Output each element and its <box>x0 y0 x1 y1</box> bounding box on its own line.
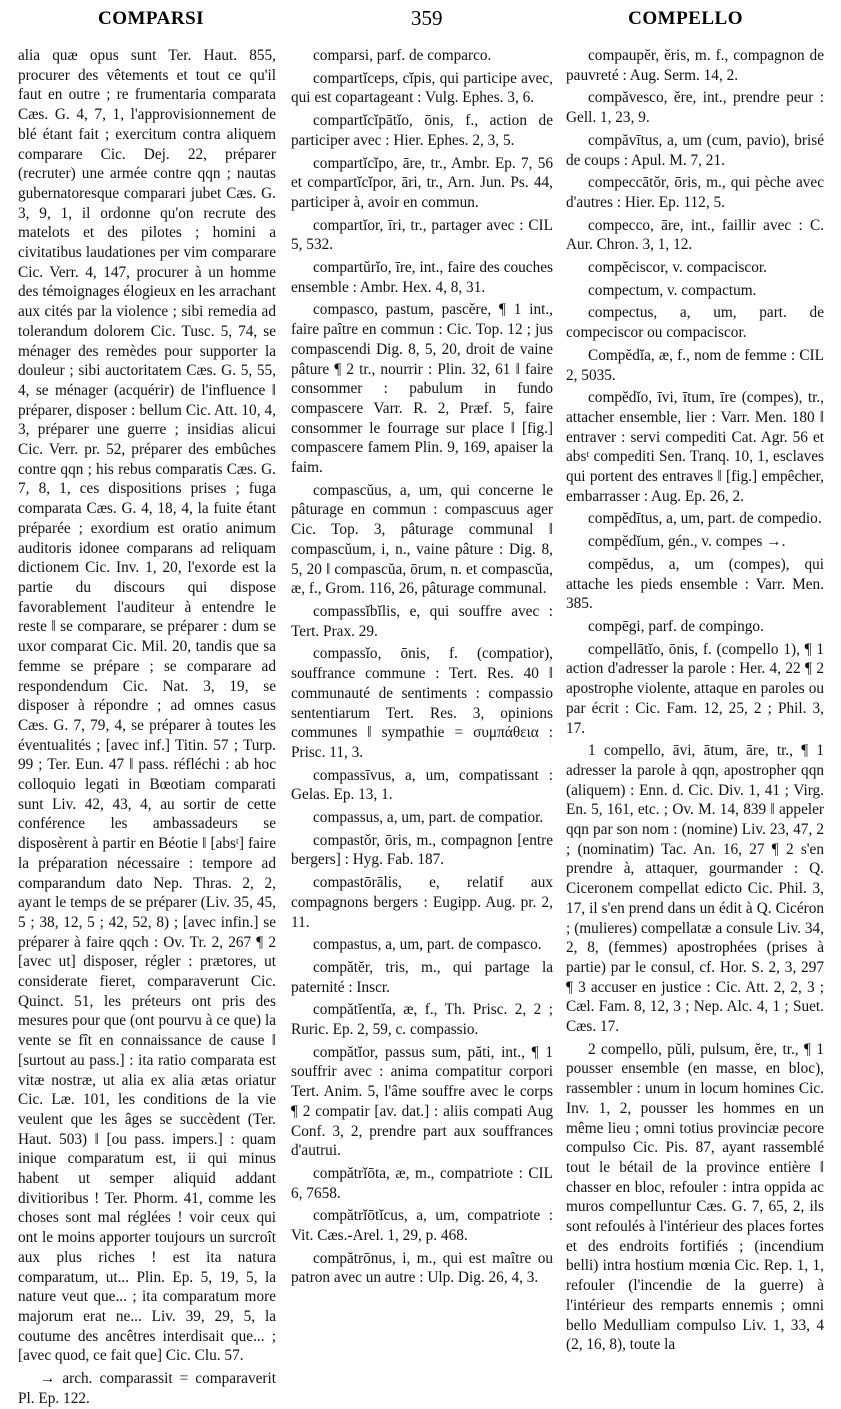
dictionary-entry: 2 compello, pŭli, pulsum, ĕre, tr., ¶ 1 pousser ensemble (en masse, en bloc), rassembler : unum in locum homines Cic. Inv. 1, 2, pousser les hommes en un même lieu ; omni totius provinciæ pecore compulso Cic. Pis. 87, ayant rassemblé tout le bétail de la province entière ‖ chasser en bloc, refouler : intra oppida ac muros compelluntur Cæs. G. 7, 65, 2, ils sont refoulés à l'intérieur des places fortes et des endroits fortifiés ; (incendium belli) intra hostium mœnia Cic. Rep. 1, 1, refouler (l'incendie de la guerre) à l'intérieur des remparts ennemis ; omni bello Medulliam compulso Liv. 1, 33, 4 (2, 16, 8), toute la <box>566 1040 824 1354</box>
dictionary-entry: compăvesco, ĕre, int., prendre peur : Gell. 1, 23, 9. <box>566 89 824 127</box>
dictionary-entry: compăvītus, a, um (cum, pavio), brisé de coups : Apul. M. 7, 21. <box>566 131 824 169</box>
running-header <box>18 8 823 34</box>
column-middle <box>291 46 553 1342</box>
dictionary-entry: compastus, a, um, part. de compasco. <box>313 936 542 954</box>
dictionary-entry: compĕciscor, v. compaciscor. <box>588 259 767 277</box>
dictionary-entry: comparsi, parf. de comparco. <box>313 47 492 64</box>
header-first-word: COMPARSI <box>98 8 205 29</box>
dictionary-entry: compectum, v. compactum. <box>588 281 757 299</box>
dictionary-entry: compĕdĭo, īvi, ītum, īre (compes), tr., attacher ensemble, lier : Varr. Men. 180 ‖ entraver : servi compediti Cat. Agr. 56 et absᵗ compediti Sen. Tranq. 10, 1, esclaves qui portent des entraves ‖ [fig.] empêcher, embarrasser : Aug. Ep. 26, 2. <box>566 389 824 505</box>
dictionary-entry: compecco, āre, int., faillir avec : C. Aur. Chron. 3, 1, 12. <box>566 216 824 254</box>
dictionary-entry: compătĕr, tris, m., qui partage la paternité : Inscr. <box>291 958 553 996</box>
page-number: 359 <box>411 6 443 30</box>
dictionary-entry: compascŭus, a, um, qui concerne le pâturage en commun : compascuus ager Cic. Top. 3, pâturage communal ‖ compascŭum, i, n., vaine pâture : Dig. 8, 5, 20 ‖ compascŭa, ōrum, n. et compascŭa, æ, f., Grom. 116, 26, pâturage communal. <box>291 481 553 598</box>
dictionary-entry: compartĭor, īri, tr., partager avec : CIL 5, 532. <box>291 216 553 254</box>
dictionary-entry: Compĕdĭa, æ, f., nom de femme : CIL 2, 5035. <box>566 346 824 384</box>
dictionary-entry: compătrĭōta, æ, m., compatriote : CIL 6, 7658. <box>291 1164 553 1202</box>
dictionary-entry: → arch. comparassit = comparaverit Pl. Ep. 122. <box>18 1370 276 1407</box>
dictionary-entry: compassĭo, ōnis, f. (compatior), souffrance commune : Tert. Res. 40 ‖ communauté de sentiments : compassio sententiarum Tert. Res. 3, opinions communes ‖ sympathie = συμπάθεια : Prisc. 11, 3. <box>291 645 553 761</box>
dictionary-entry: compĕdītus, a, um, part. de compedio. <box>588 510 822 528</box>
dictionary-entry: compassus, a, um, part. de compatior. <box>313 809 544 827</box>
dictionary-entry: compeccātŏr, ōris, m., qui pèche avec d'autres : Hier. Ep. 112, 5. <box>566 174 824 211</box>
dictionary-entry: 1 compello, āvi, ātum, āre, tr., ¶ 1 adresser la parole à qqn, apostropher qqn (aliquem) : Enn. d. Cic. Div. 1, 41 ; Virg. En. 5, 161, etc. ; Ov. M. 14, 839 ‖ appeler qqn par son nom : (nomine) Liv. 23, 47, 2 ; (nominatim) Tac. An. 16, 27 ¶ 2 s'en prendre à, attaquer, gourmander : Q. Ciceronem compellat edicto Cic. Phil. 3, 17, il s'en prend dans un édit à Q. Cicéron ; (mulieres) compellatæ a consule Liv. 34, 2, 8, (femmes) apostrophées (prises à partie) par le consul, cf. Hor. S. 2, 3, 297 ¶ 3 accuser en justice : Cic. Att. 2, 2, 3 ; Cæl. Fam. 8, 12, 3 ; Nep. Alc. 4, 1 ; Suet. Cæs. 17. <box>566 742 824 1036</box>
dictionary-entry: compătĭentĭa, æ, f., Th. Prisc. 2, 2 ; Ruric. Ep. 2, 59, c. compassio. <box>291 1001 553 1039</box>
dictionary-entry: compaupĕr, ĕris, m. f., compagnon de pauvreté : Aug. Serm. 14, 2. <box>566 47 824 84</box>
dictionary-entry: compassīvus, a, um, compatissant : Gelas. Ep. 13, 1. <box>291 766 553 804</box>
dictionary-entry: compastŏr, ōris, m., compagnon [entre bergers] : Hyg. Fab. 187. <box>291 831 553 869</box>
dictionary-entry: compartĭcĭpātĭo, ōnis, f., action de participer avec : Hier. Ephes. 2, 3, 5. <box>291 112 553 149</box>
header-last-word: COMPELLO <box>628 8 743 29</box>
dictionary-entry: compartĭcĭpo, āre, tr., Ambr. Ep. 7, 56 et compartĭcĭpor, āri, tr., Arn. Jun. Ps. 44, participer à, avoir en commun. <box>291 154 553 211</box>
dictionary-entry: compătĭor, passus sum, păti, int., ¶ 1 souffrir avec : anima compatitur corpori Tert. Anim. 5, l'âme souffre avec le corps ¶ 2 compatir [av. dat.] : aliis compati Aug Conf. 3, 2, prendre part aux souffrances d'autrui. <box>291 1043 553 1160</box>
dictionary-entry: compătrōnus, i, m., qui est maître ou patron avec un autre : Ulp. Dig. 26, 4, 3. <box>291 1249 553 1287</box>
dictionary-entry: alia quæ opus sunt Ter. Haut. 855, procurer des vêtements et tout ce qu'il faut en outre ; re frumentaria comparata Cæs. G. 4, 7, 1, l'approvisionnement de blé étant fait ; exercitum contra aliquem comparare Cic. Dej. 22, préparer (recruter) une armée contre qqn ; nautas gubernatoresque comparari jubet Cæs. G. 3, 9, 1, il ordonne qu'on recrute des matelots et des pilotes ; homini a civitatibus laudationes per vim comparare Cic. Verr. 4, 147, procurer à un homme des témoignages élogieux en les arrachant aux cités par la violence ; sibi remedia ad tolerandum dolorem Cic. Tusc. 5, 74, se ménager des remèdes pour supporter la douleur ; sibi auctoritatem Cæs. G. 5, 55, 4, se ménager (acquérir) de l'influence ‖ préparer, disposer : bellum Cic. Att. 10, 4, 3, préparer une guerre ; insidias alicui Cic. Verr. pr. 52, préparer des embûches contre qqn ; his rebus comparatis Cæs. G. 7, 8, 1, ces dispositions prises ; fuga comparata Cæs. G. 4, 18, 4, la fuite étant préparée ; exordium est oratio animum auditoris idonee comparans ad reliquam dictionem Cic. Inv. 1, 20, l'exorde est la partie du discours qui dispose favorablement l'auditeur à entendre le reste ‖ se comparare, se préparer : dum se uxor comparat Cic. Mil. 20, tandis que sa femme se prépare ; se comparare ad respondendum Cic. Nat. 3, 19, se disposer à répondre ; ad omnes casus Cæs. G. 7, 79, 4, se préparer à toutes les éventualités ; [avec inf.] Titin. 57 ; Turp. 99 ; Ter. Eun. 47 ‖ pass. réfléchi : ab hoc colloquio legati in Bœotiam comparati sunt Liv. 42, 43, 4, au sortir de cette conférence les ambassadeurs se disposèrent à partir en Béotie ‖ [absᵗ] faire la préparation nécessaire : tempore ad comparandum dato Nep. Thras. 2, 2, ayant le temps de se préparer (Liv. 35, 45, 5 ; 38, 12, 5 ; 42, 52, 8) ; [avec infin.] se préparer à faire qqch : Ov. Tr. 2, 267 ¶ 2 [avec ut] disposer, régler : prætores, ut considerate fieret, comparaverunt Cic. Quinct. 51, les préteurs ont pris des mesures pour que (ont pourvu à ce que) la vente se fît en connaissance de cause ‖ [surtout au pass.] : ita ratio comparata est vitæ nostræ, ut alia ex alia ætas oriatur Cic. Læ. 101, les conditions de la vie veulent que les âges se succèdent (Ter. Haut. 503) ‖ [ou pass. impers.] : quam inique comparatum est, ii qui minus habent ut semper aliquid addant divitioribus ! Ter. Phorm. 41, comme les choses sont mal réglées ! voir ceux qui ont le moins apporter toujours un surcroît aux plus riches ! est ita natura comparatum, ut... Plin. Ep. 5, 19, 5, la nature veut que... ; ita comparatum more majorum erat ne... Liv. 39, 29, 5, la coutume des ancêtres interdisait que... ; [avec quod, ce fait que] Cic. Clu. 57. <box>18 47 276 1365</box>
dictionary-entry: compĕdus, a, um (compes), qui attache les pieds ensemble : Varr. Men. 385. <box>566 555 824 613</box>
column-left <box>18 46 276 1407</box>
dictionary-entry: compartĭceps, cĭpis, qui participe avec, qui est copartageant : Vulg. Ephes. 3, 6. <box>291 69 553 107</box>
column-right <box>566 46 824 1354</box>
dictionary-entry: compasco, pastum, pascĕre, ¶ 1 int., faire paître en commun : Cic. Top. 12 ; jus compascendi Dig. 8, 5, 20, droit de vaine pâture ¶ 2 tr., nourrir : Plin. 32, 61 ‖ faire consommer : pabulum in fundo compascere Varr. R. 2, Præf. 5, faire consommer le fourrage sur place ‖ [fig.] compascere famem Plin. 9, 169, apaiser la faim. <box>291 301 553 477</box>
dictionary-entry: compellātĭo, ōnis, f. (compello 1), ¶ 1 action d'adresser la parole : Her. 4, 22 ¶ 2 apostrophe violente, attaque en paroles ou par écrit : Cic. Fam. 12, 25, 2 ; Phil. 3, 17. <box>566 640 824 737</box>
dictionary-entry: compēgi, parf. de compingo. <box>588 617 764 635</box>
dictionary-entry: compastōrālis, e, relatif aux compagnons bergers : Eugipp. Aug. pr. 2, 11. <box>291 874 553 931</box>
dictionary-entry: compătrĭōtĭcus, a, um, compatriote : Vit. Cæs.-Arel. 1, 29, p. 468. <box>291 1207 553 1245</box>
dictionary-entry: compassĭbĭlis, e, qui souffre avec : Tert. Prax. 29. <box>291 602 553 640</box>
dictionary-entry: compĕdĭum, gén., v. compes →. <box>588 533 786 551</box>
dictionary-entry: compartŭrĭo, īre, int., faire des couches ensemble : Ambr. Hex. 4, 8, 31. <box>291 259 553 296</box>
dictionary-entry: compectus, a, um, part. de compeciscor ou compaciscor. <box>566 304 824 342</box>
